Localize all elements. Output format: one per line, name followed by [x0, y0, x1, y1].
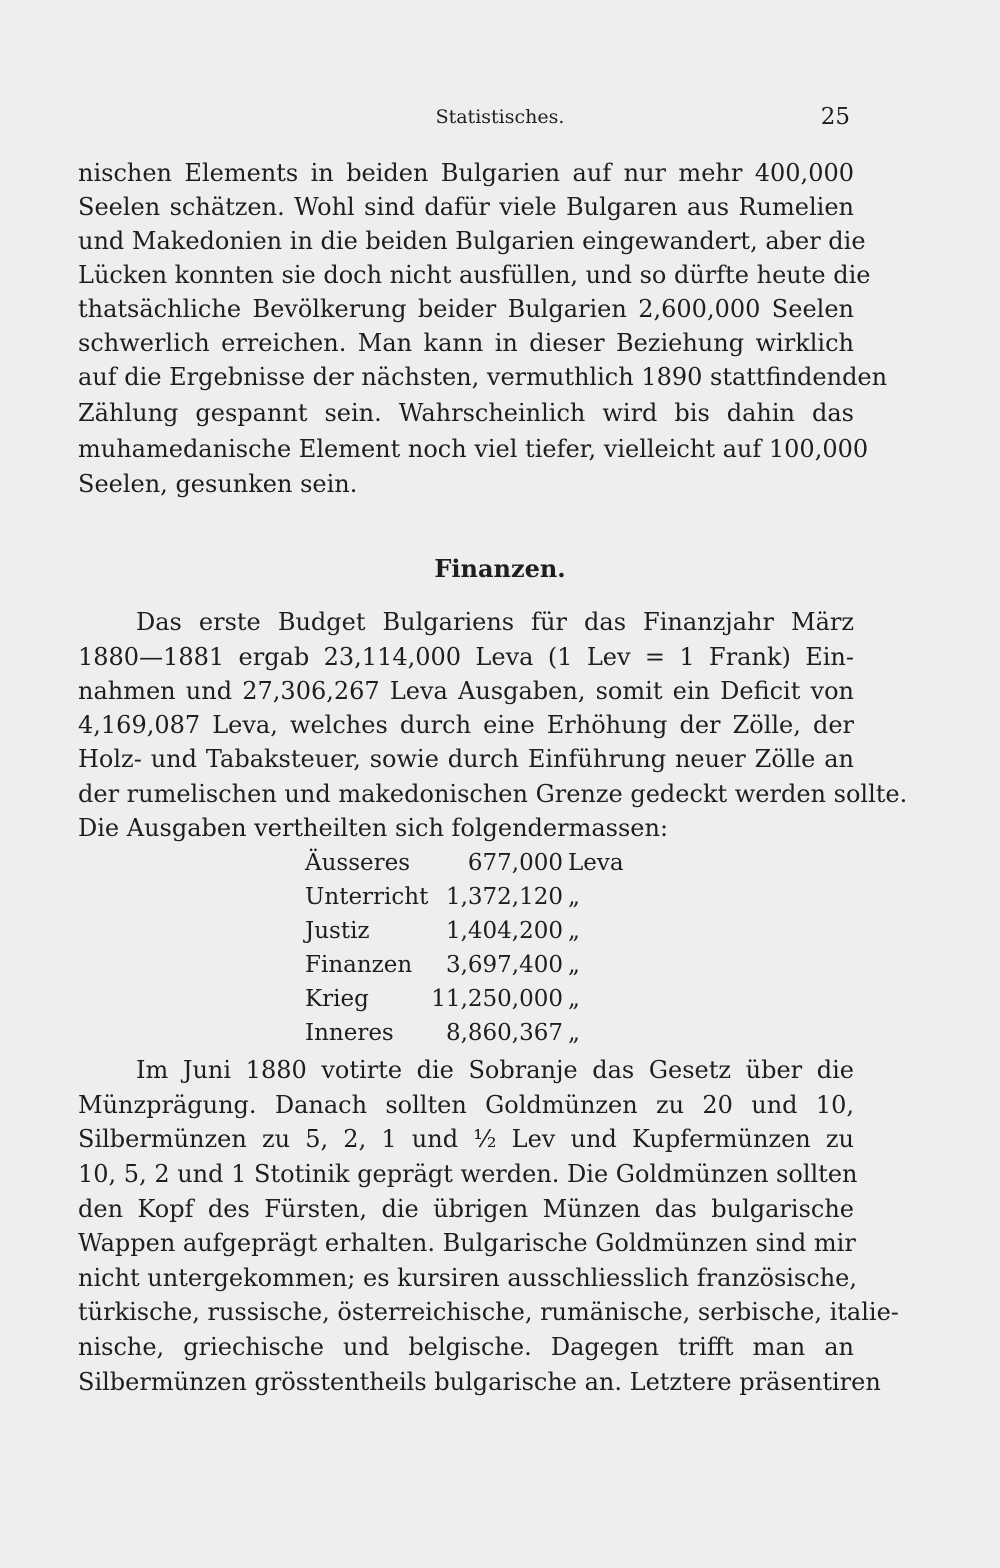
budget-item: Inneres	[305, 1020, 394, 1046]
running-title: Statistisches.	[435, 106, 565, 128]
text-line: thatsächliche Bevölkerung beider Bulgarien 2,600,000 Seelen	[78, 295, 854, 323]
budget-item: Finanzen	[305, 952, 413, 978]
budget-amount: 1,372,120	[445, 884, 563, 910]
budget-row	[305, 914, 645, 948]
text-line: nische, griechische und belgische. Dagegen trifft man an	[78, 1333, 854, 1361]
text-line: den Kopf des Fürsten, die übrigen Münzen das bulgarische	[78, 1195, 854, 1223]
text-line: 1880—1881 ergab 23,114,000 Leva (1 Lev = 1 Frank) Ein-	[78, 643, 854, 671]
budget-item: Justiz	[305, 918, 370, 944]
running-head	[0, 104, 1000, 134]
budget-unit: „	[568, 1020, 580, 1046]
text-line: Die Ausgaben vertheilten sich folgendermassen:	[78, 814, 669, 842]
budget-amount: 1,404,200	[445, 918, 563, 944]
text-line: türkische, russische, österreichische, rumänische, serbische, italie-	[78, 1298, 899, 1326]
budget-item: Krieg	[305, 986, 369, 1012]
budget-row	[305, 846, 645, 880]
text-line: und Makedonien in die beiden Bulgarien eingewandert, aber die	[78, 227, 866, 255]
text-line: schwerlich erreichen. Man kann in dieser Beziehung wirklich	[78, 329, 854, 357]
budget-item: Äusseres	[305, 850, 411, 876]
budget-unit: „	[568, 952, 580, 978]
budget-amount: 11,250,000	[431, 986, 563, 1012]
budget-item: Unterricht	[305, 884, 429, 910]
text-line: Holz- und Tabaksteuer, sowie durch Einführung neuer Zölle an	[78, 745, 854, 773]
text-line: nischen Elements in beiden Bulgarien auf nur mehr 400,000	[78, 159, 854, 187]
budget-amount: 8,860,367	[445, 1020, 563, 1046]
text-line: Münzprägung. Danach sollten Goldmünzen zu 20 und 10,	[78, 1091, 854, 1119]
text-line: Seelen schätzen. Wohl sind dafür viele Bulgaren aus Rumelien	[78, 193, 854, 221]
budget-table	[305, 846, 645, 1050]
text-line: Lücken konnten sie doch nicht ausfüllen, und so dürfte heute die	[78, 261, 871, 289]
text-line: auf die Ergebnisse der nächsten, vermuthlich 1890 stattfindenden	[78, 363, 888, 391]
budget-amount: 677,000	[467, 850, 563, 876]
budget-unit: „	[568, 884, 580, 910]
text-line: 4,169,087 Leva, welches durch eine Erhöhung der Zölle, der	[78, 711, 854, 739]
section-heading: Finanzen.	[434, 554, 566, 583]
text-line: nicht untergekommen; es kursiren ausschliesslich französische,	[78, 1264, 857, 1292]
budget-unit: „	[568, 918, 580, 944]
page-number: 25	[820, 104, 850, 130]
text-line: Im Juni 1880 votirte die Sobranje das Gesetz über die	[136, 1056, 854, 1084]
budget-amount: 3,697,400	[445, 952, 563, 978]
text-line: 10, 5, 2 und 1 Stotinik geprägt werden. Die Goldmünzen sollten	[78, 1160, 858, 1188]
budget-unit: Leva	[568, 850, 624, 876]
text-line: Wappen aufgeprägt erhalten. Bulgarische Goldmünzen sind mir	[78, 1229, 856, 1257]
budget-unit: „	[568, 986, 580, 1012]
text-line: muhamedanische Element noch viel tiefer, vielleicht auf 100,000	[78, 435, 869, 463]
budget-row	[305, 1016, 645, 1050]
budget-row	[305, 982, 645, 1016]
text-line: Zählung gespannt sein. Wahrscheinlich wird bis dahin das	[78, 399, 854, 427]
text-line: Seelen, gesunken sein.	[78, 470, 358, 498]
text-line: nahmen und 27,306,267 Leva Ausgaben, somit ein Deficit von	[78, 677, 854, 705]
text-line: Silbermünzen zu 5, 2, 1 und ½ Lev und Kupfermünzen zu	[78, 1125, 854, 1153]
budget-row	[305, 948, 645, 982]
text-line: der rumelischen und makedonischen Grenze gedeckt werden sollte.	[78, 780, 908, 808]
text-line: Das erste Budget Bulgariens für das Finanzjahr März	[136, 608, 854, 636]
budget-row	[305, 880, 645, 914]
text-line: Silbermünzen grösstentheils bulgarische an. Letztere präsentiren	[78, 1368, 881, 1396]
